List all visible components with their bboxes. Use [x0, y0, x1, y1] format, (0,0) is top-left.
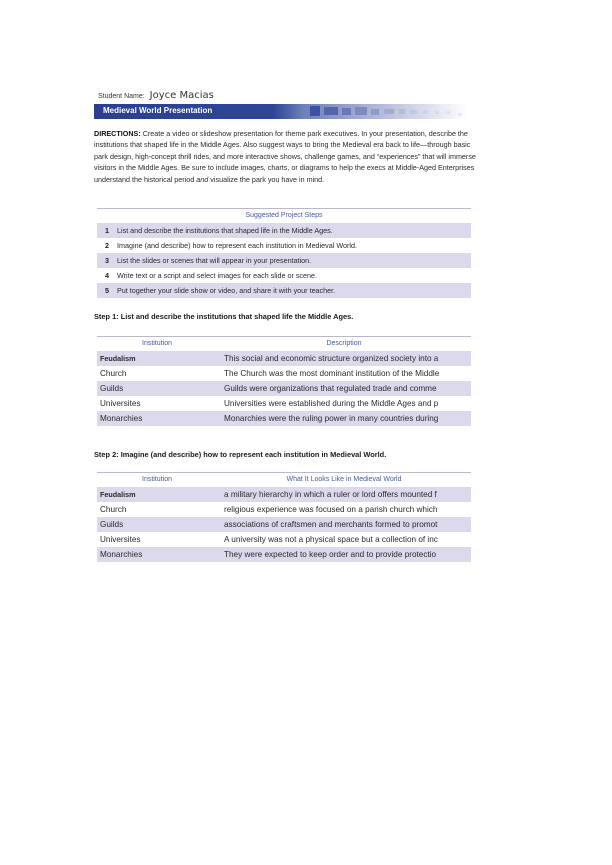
step-text: Write text or a script and select images for each slide or scene.	[117, 271, 318, 280]
institution-cell: Feudalism	[100, 354, 136, 363]
step2-heading: Step 2: Imagine (and describe) how to represent each institution in Medieval World.	[94, 450, 387, 459]
institution-cell: Feudalism	[100, 490, 136, 499]
directions-text-end: visualize the park you have in mind.	[208, 174, 325, 184]
step2-col-looks-like: What It Looks Like in Medieval World	[286, 476, 402, 483]
banner-pixel-decoration	[458, 113, 462, 116]
table-row	[97, 547, 471, 562]
step-row	[97, 238, 471, 253]
step1-table	[97, 336, 471, 426]
step-text: List the slides or scenes that will appear in your presentation.	[117, 256, 312, 265]
institution-cell: Monarchies	[100, 414, 143, 423]
suggested-steps-table	[97, 208, 471, 298]
description-cell: Universities were established during the Middle Ages and p	[224, 399, 439, 408]
step-text: List and describe the institutions that shaped life in the Middle Ages.	[117, 226, 333, 235]
banner-pixel-decoration	[446, 111, 450, 114]
step-number: 4	[105, 271, 109, 280]
description-cell: A university was not a physical space but a collection of inc	[224, 535, 438, 544]
description-cell: They were expected to keep order and to provide protectio	[224, 550, 437, 559]
table-row	[97, 396, 471, 411]
description-cell: The Church was the most dominant institution of the Middle	[224, 369, 440, 378]
student-name-line	[98, 90, 214, 101]
banner-pixel-decoration	[371, 109, 379, 115]
table-row	[97, 411, 471, 426]
directions-label: DIRECTIONS:	[94, 129, 141, 138]
institution-cell: Guilds	[100, 520, 124, 529]
step-text: Imagine (and describe) how to represent each institution in Medieval World.	[117, 241, 357, 250]
institution-cell: Universites	[100, 399, 141, 408]
banner-pixel-decoration	[423, 110, 428, 114]
banner-pixel-decoration	[384, 109, 394, 114]
step-row	[97, 253, 471, 268]
institution-cell: Church	[100, 369, 127, 378]
directions-emphasis: and	[196, 174, 209, 184]
step2-table	[97, 472, 471, 562]
table-row	[97, 351, 471, 366]
step-number: 3	[105, 256, 109, 265]
step-number: 5	[105, 286, 109, 295]
table-row	[97, 381, 471, 396]
description-cell: associations of craftsmen and merchants formed to promot	[224, 520, 438, 529]
step2-table-header	[97, 472, 471, 487]
step1-heading: Step 1: List and describe the institutions that shaped life the Middle Ages.	[94, 312, 354, 321]
description-cell: This social and economic structure organized society into a	[224, 354, 439, 363]
step1-col-description: Description	[326, 340, 362, 347]
banner-title: Medieval World Presentation	[103, 106, 213, 115]
table-row	[97, 487, 471, 502]
description-cell: religious experience was focused on a parish church which	[224, 505, 438, 514]
student-name-value: Joyce Macias	[149, 90, 214, 101]
step-row	[97, 283, 471, 298]
institution-cell: Guilds	[100, 384, 124, 393]
banner-pixel-decoration	[342, 108, 351, 115]
student-name-label: Student Name:	[98, 93, 145, 100]
directions-text: Create a video or slideshow presentation for theme park executives. In your presentation, describe the institutions that shaped life in the Middle Ages. Also suggest ways to bring the Medieval era back to life—through basic park design, high-concept thrill rides, and more interactive shows, challenge games, and “experiences” that will immerse visitors in the Middle Ages. Be sure to include images, charts, or diagrams to help the execs at Middle-Aged Enterprises understand the historical period	[94, 129, 476, 184]
banner-pixel-decoration	[324, 107, 338, 115]
banner-pixel-decoration	[355, 107, 367, 115]
step2-col-institution: Institution	[142, 476, 172, 483]
step1-col-institution: Institution	[142, 340, 172, 347]
banner-pixel-decoration	[435, 111, 439, 114]
step-number: 2	[105, 241, 109, 250]
step1-table-header	[97, 336, 471, 351]
step-number: 1	[105, 226, 109, 235]
description-cell: a military hierarchy in which a ruler or lord offers mounted f	[224, 490, 437, 499]
directions-paragraph	[94, 128, 476, 185]
table-row	[97, 532, 471, 547]
table-row	[97, 366, 471, 381]
step-text: Put together your slide show or video, and share it with your teacher.	[117, 286, 336, 295]
institution-cell: Church	[100, 505, 127, 514]
table-row	[97, 502, 471, 517]
step-row	[97, 268, 471, 283]
banner-pixel-decoration	[310, 106, 320, 116]
step-row	[97, 223, 471, 238]
institution-cell: Monarchies	[100, 550, 143, 559]
banner-pixel-decoration	[399, 109, 405, 114]
institution-cell: Universites	[100, 535, 141, 544]
description-cell: Guilds were organizations that regulated trade and comme	[224, 384, 437, 393]
title-banner	[94, 104, 468, 119]
steps-table-header: Suggested Project Steps	[97, 208, 471, 223]
table-row	[97, 517, 471, 532]
banner-pixel-decoration	[410, 110, 417, 114]
description-cell: Monarchies were the ruling power in many countries during	[224, 414, 439, 423]
